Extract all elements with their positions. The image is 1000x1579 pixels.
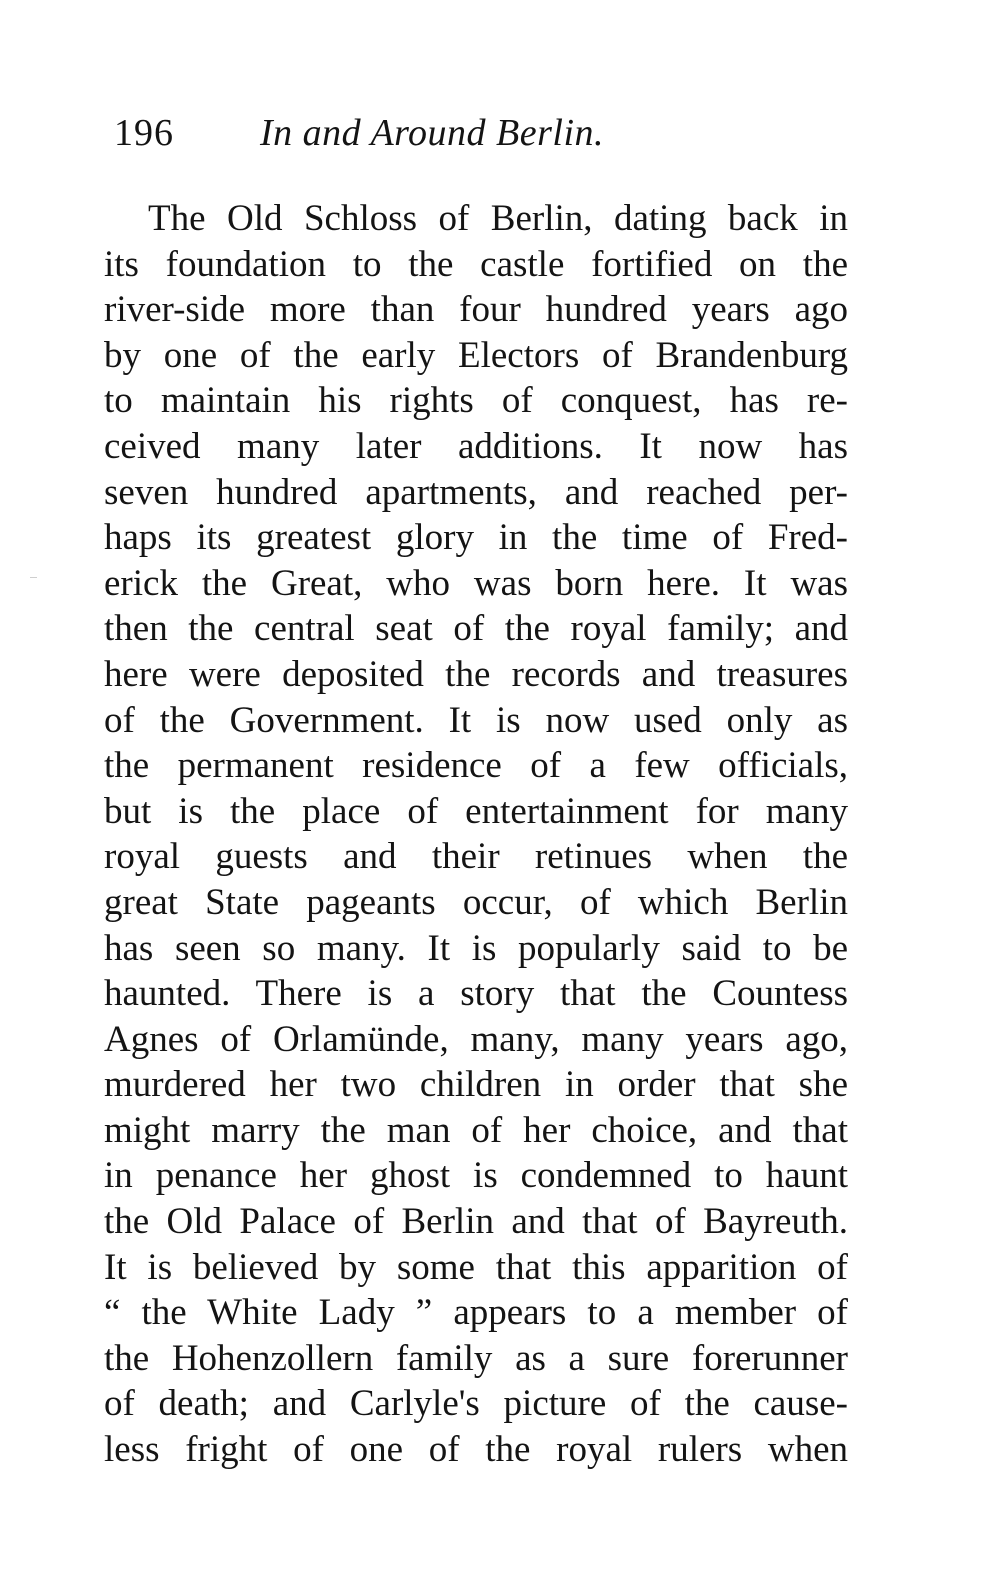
text-line: the Hohenzollern family as a sure forerunner bbox=[104, 1337, 848, 1379]
text-line: of death; and Carlyle's picture of the cause- bbox=[104, 1383, 848, 1425]
text-line: here were deposited the records and treasures bbox=[104, 653, 848, 695]
margin-speck bbox=[30, 577, 37, 578]
text-line: haunted. There is a story that the Countess bbox=[104, 973, 848, 1015]
text-line: royal guests and their retinues when the bbox=[104, 836, 848, 878]
running-head bbox=[114, 108, 854, 158]
text-line: its foundation to the castle fortified on the bbox=[104, 243, 848, 285]
body-paragraph bbox=[104, 196, 848, 1473]
text-line: The Old Schloss of Berlin, dating back in bbox=[148, 198, 848, 239]
text-line: less fright of one of the royal rulers when bbox=[104, 1429, 848, 1471]
text-line: great State pageants occur, of which Berlin bbox=[104, 881, 848, 923]
text-line: “ the White Lady ” appears to a member of bbox=[104, 1292, 848, 1334]
text-line: seven hundred apartments, and reached per- bbox=[104, 471, 848, 513]
text-line: haps its greatest glory in the time of Fred- bbox=[104, 517, 848, 559]
text-line: of the Government. It is now used only as bbox=[104, 699, 848, 741]
text-line: the permanent residence of a few officials, bbox=[104, 745, 848, 787]
text-line: Agnes of Orlamünde, many, many years ago, bbox=[104, 1018, 848, 1060]
text-line: but is the place of entertainment for many bbox=[104, 790, 848, 832]
text-line: the Old Palace of Berlin and that of Bayreuth. bbox=[104, 1201, 848, 1243]
text-line: ceived many later additions. It now has bbox=[104, 425, 848, 467]
book-title: In and Around Berlin. bbox=[260, 112, 605, 154]
text-line: erick the Great, who was born here. It was bbox=[104, 562, 848, 604]
text-line: in penance her ghost is condemned to haunt bbox=[104, 1155, 848, 1197]
text-line: might marry the man of her choice, and that bbox=[104, 1109, 848, 1151]
text-line: murdered her two children in order that she bbox=[104, 1064, 848, 1106]
text-line: has seen so many. It is popularly said to be bbox=[104, 927, 848, 969]
text-line: river-side more than four hundred years ago bbox=[104, 289, 848, 331]
page-number: 196 bbox=[114, 112, 174, 154]
text-line: It is believed by some that this apparition of bbox=[104, 1246, 848, 1288]
text-line: then the central seat of the royal family; and bbox=[104, 608, 848, 650]
text-line: to maintain his rights of conquest, has re- bbox=[104, 380, 848, 422]
text-line: by one of the early Electors of Brandenburg bbox=[104, 334, 848, 376]
